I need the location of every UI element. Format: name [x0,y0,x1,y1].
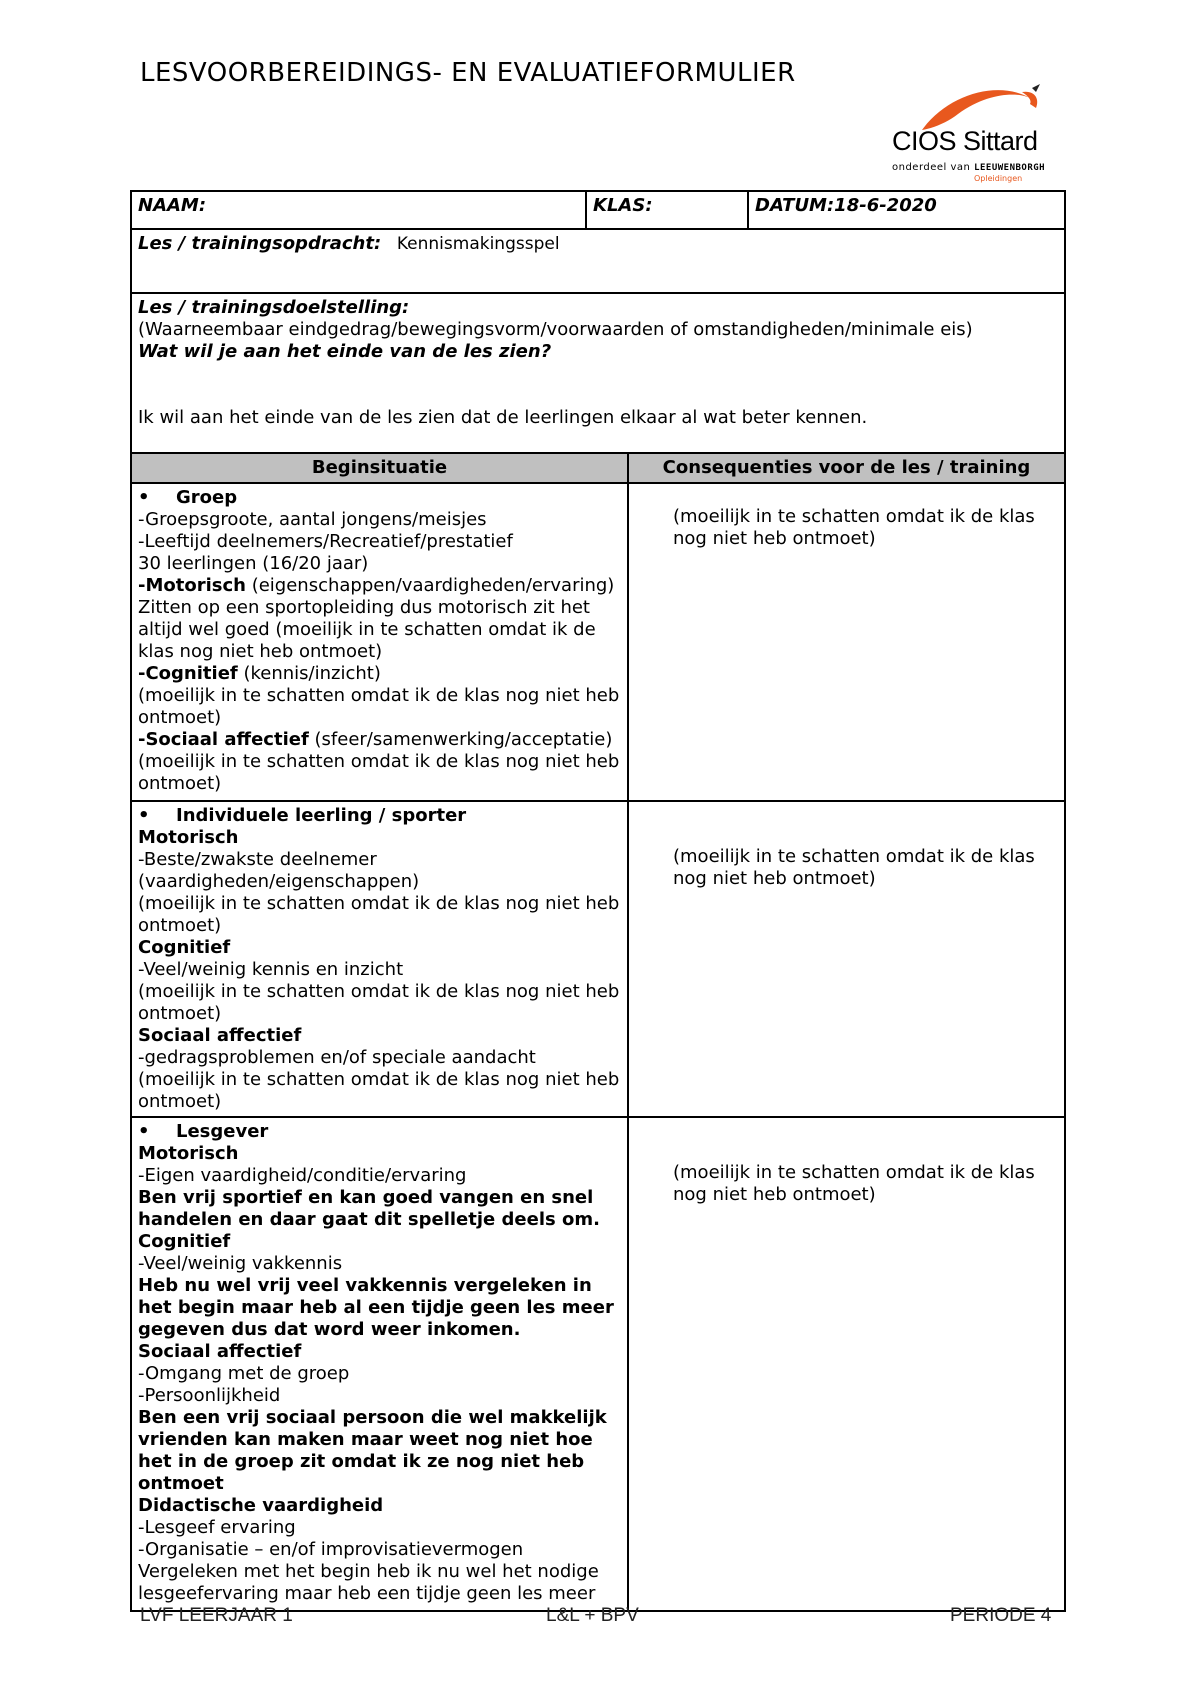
doelstelling-label: Les / trainingsdoelstelling: [138,297,410,318]
naam-cell[interactable] [131,191,586,229]
page-title: LESVOORBEREIDINGS- EN EVALUATIEFORMULIER [140,58,796,88]
logo-name: CIOS Sittard [892,126,1038,156]
opdracht-value: Kennismakingsspel [396,234,560,254]
lesgever-sociaal-label: Sociaal affectief [138,1341,302,1362]
individueel-motorisch-line: -Beste/zwakste deelnemer (vaardigheden/eigenschappen) [138,849,420,892]
groep-line-3: 30 leerlingen (16/20 jaar) [138,553,369,574]
individueel-sociaal-label: Sociaal affectief [138,1025,302,1046]
lesgever-sociaal-line-2: -Persoonlijkheid [138,1385,281,1406]
logo-sub-brand2: Opleidingen [974,174,1023,183]
doelstelling-sub: (Waarneembaar eindgedrag/bewegingsvorm/voorwaarden of omstandigheden/minimale eis) [138,319,973,340]
individueel-heading: Individuele leerling / sporter [176,805,467,826]
groep-motorisch-sub: (eigenschappen/vaardigheden/ervaring) [245,575,615,596]
opdracht-cell[interactable] [131,229,1065,293]
lesgever-sociaal-text: Ben een vrij sociaal persoon die wel makkelijk vrienden kan maken maar weet nog niet hoe het in de groep zit omdat ik ze nog niet heb ontmoet [138,1407,607,1494]
groep-sociaal-text: (moeilijk in te schatten omdat ik de klas nog niet heb ontmoet) [138,751,620,794]
lesgever-cognitief-text: Heb nu wel vrij veel vakkennis vergeleken in het begin maar heb al een tijdje geen les meer gegeven dus dat word weer inkomen. [138,1275,614,1340]
groep-heading: Groep [176,487,238,508]
klas-label: KLAS: [593,195,653,216]
logo-sub [892,162,1045,173]
individueel-bullet: • [138,805,150,826]
footer-right: PERIODE 4 [950,1605,1052,1626]
columns-header-row [131,453,1065,483]
doelstelling-question: Wat wil je aan het einde van de les zien? [138,341,552,362]
groep-beginsituatie-cell[interactable] [131,483,628,801]
lesgever-row [131,1117,1065,1611]
column-header-consequenties: Consequenties voor de les / training [628,453,1065,483]
individueel-motorisch-text: (moeilijk in te schatten omdat ik de klas nog niet heb ontmoet) [138,893,620,936]
lesgever-beginsituatie-cell[interactable] [131,1117,628,1611]
lesgever-motorisch-label: Motorisch [138,1143,239,1164]
lesgever-didactisch-text: Vergeleken met het begin heb ik nu wel het nodige lesgeefervaring maar heb een tijdje geen les meer [138,1561,599,1604]
naam-label: NAAM: [138,195,207,216]
lesgever-didactisch-line-1: -Lesgeef ervaring [138,1517,296,1538]
logo-sub-prefix: onderdeel van [892,162,971,173]
opdracht-row [131,229,1065,293]
opdracht-label: Les / trainingsopdracht: [138,233,382,254]
individueel-consequenties-cell[interactable] [628,801,1065,1117]
lesgever-bullet: • [138,1121,150,1142]
individueel-beginsituatie-cell[interactable] [131,801,628,1117]
groep-line-2: -Leeftijd deelnemers/Recreatief/prestatief [138,531,513,552]
groep-bullet: • [138,487,150,508]
individueel-sociaal-text: (moeilijk in te schatten omdat ik de klas nog niet heb ontmoet) [138,1069,620,1112]
groep-cognitief-label: -Cognitief [138,663,238,684]
doelstelling-row [131,293,1065,453]
lesgever-consequence: (moeilijk in te schatten omdat ik de klas nog niet heb ontmoet) [673,1162,1035,1205]
individueel-cognitief-label: Cognitief [138,937,231,958]
lesgever-didactisch-label: Didactische vaardigheid [138,1495,384,1516]
individueel-sociaal-line: -gedragsproblemen en/of speciale aandacht [138,1047,536,1068]
individueel-motorisch-label: Motorisch [138,827,239,848]
klas-cell[interactable] [586,191,748,229]
footer-left: LVF LEERJAAR 1 [140,1605,293,1626]
doelstelling-answer: Ik wil aan het einde van de les zien dat de leerlingen elkaar al wat beter kennen. [138,407,868,428]
cios-logo [888,84,1068,184]
lesgever-heading: Lesgever [176,1121,269,1142]
groep-line-1: -Groepsgroote, aantal jongens/meisjes [138,509,487,530]
lesgever-motorisch-text: Ben vrij sportief en kan goed vangen en snel handelen en daar gaat dit spelletje deels om. [138,1187,600,1230]
individueel-cognitief-line: -Veel/weinig kennis en inzicht [138,959,404,980]
groep-sociaal-label: -Sociaal affectief [138,729,309,750]
datum-label: DATUM:18-6-2020 [755,195,937,216]
groep-cognitief-sub: (kennis/inzicht) [237,663,381,684]
individueel-consequence: (moeilijk in te schatten omdat ik de klas nog niet heb ontmoet) [673,846,1035,889]
individueel-row [131,801,1065,1117]
individueel-cognitief-text: (moeilijk in te schatten omdat ik de klas nog niet heb ontmoet) [138,981,620,1024]
groep-row [131,483,1065,801]
lesgever-consequenties-cell[interactable] [628,1117,1065,1611]
groep-motorisch-label: -Motorisch [138,575,246,596]
lesgever-cognitief-line: -Veel/weinig vakkennis [138,1253,343,1274]
groep-cognitief-text: (moeilijk in te schatten omdat ik de klas nog niet heb ontmoet) [138,685,620,728]
logo-sub-brand: LEEUWENBORGH [974,163,1046,173]
lesgever-didactisch-line-2: -Organisatie – en/of improvisatievermogen [138,1539,524,1560]
lesson-form [130,190,1066,1612]
lesgever-sociaal-line-1: -Omgang met de groep [138,1363,350,1384]
column-header-beginsituatie: Beginsituatie [131,453,628,483]
groep-consequence: (moeilijk in te schatten omdat ik de klas nog niet heb ontmoet) [673,506,1035,549]
lesgever-cognitief-label: Cognitief [138,1231,231,1252]
groep-motorisch-text: Zitten op een sportopleiding dus motorisch zit het altijd wel goed (moeilijk in te schatten omdat ik de klas nog niet heb ontmoet) [138,597,596,662]
doelstelling-cell[interactable] [131,293,1065,453]
footer-center: L&L + BPV [546,1605,639,1626]
datum-cell[interactable] [748,191,1065,229]
lesgever-motorisch-line: -Eigen vaardigheid/conditie/ervaring [138,1165,467,1186]
groep-sociaal-sub: (sfeer/samenwerking/acceptatie) [308,729,613,750]
header-row [131,191,1065,229]
groep-consequenties-cell[interactable] [628,483,1065,801]
